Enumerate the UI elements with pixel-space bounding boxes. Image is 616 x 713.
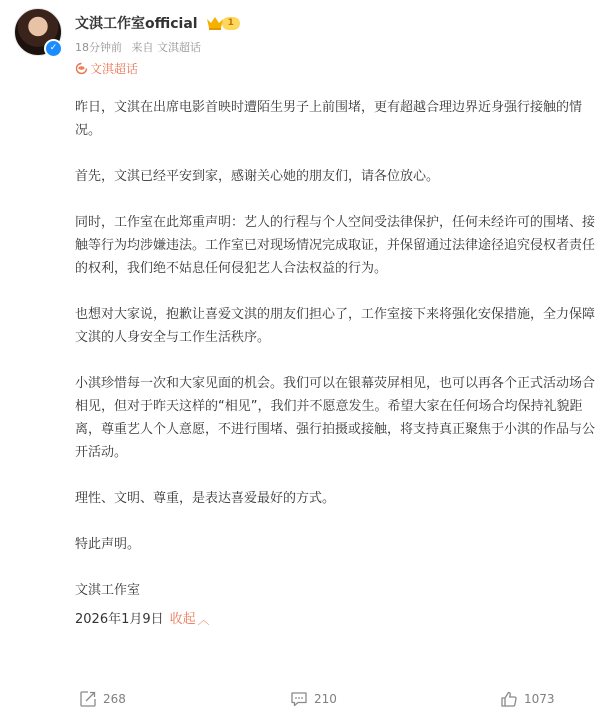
topic-link[interactable] (75, 60, 138, 77)
collapse-label: 收起 (169, 612, 196, 627)
author-name[interactable]: 文淇工作室official (75, 16, 198, 32)
repost-icon (79, 690, 97, 708)
paragraph: 也想对大家说，抱歉让喜爱文淇的朋友们担心了，工作室接下来将强化安保措施，全力保障文淇的人身安全与工作生活秩序。 (75, 307, 596, 345)
topic-label: 文淇超话 (90, 62, 139, 76)
repost-button[interactable] (79, 690, 126, 708)
author-row (75, 13, 240, 33)
like-count: 1073 (524, 692, 555, 706)
comment-button[interactable] (290, 690, 337, 708)
vip-level: 1 (222, 17, 240, 30)
action-bar (0, 690, 616, 713)
post-body (75, 96, 603, 630)
paragraph: 同时，工作室在此郑重声明：艺人的行程与个人空间受法律保护，任何未经许可的围堵、接触等行为均涉嫌违法。工作室已对现场情况完成取证，并保留通过法律途径追究侵权者责任的权利，我们绝不姑息任何侵犯艺人合法权益的行为。 (75, 215, 596, 276)
crown-icon (206, 15, 224, 31)
avatar-container[interactable] (14, 8, 62, 56)
paragraph: 小淇珍惜每一次和大家见面的机会。我们可以在银幕荧屏相见，也可以再各个正式活动场合相见，但对于昨天这样的“相见”，我们并不愿意发生。希望大家在任何场合均保持礼貌距离，尊重艺人个人意愿，不进行围堵、强行拍摄或接触，将支持真正聚焦于小淇的作品与公开活动。 (75, 376, 596, 460)
like-icon (500, 690, 518, 708)
post-date: 2026年1月9日 (75, 612, 164, 627)
paragraph: 特此声明。 (75, 537, 141, 552)
post-time[interactable]: 18分钟前 (75, 41, 122, 54)
topic-icon (75, 62, 88, 75)
collapse-button[interactable] (170, 610, 210, 630)
like-button[interactable] (500, 690, 555, 708)
post-source[interactable]: 来自 文淇超话 (131, 41, 201, 54)
paragraph: 理性、文明、尊重，是表达喜爱最好的方式。 (75, 491, 336, 506)
chevron-up-icon: ︿ (197, 613, 210, 627)
repost-count: 268 (103, 692, 126, 706)
comment-count: 210 (314, 692, 337, 706)
paragraph: 首先，文淇已经平安到家，感谢关心她的朋友们，请各位放心。 (75, 169, 440, 184)
vip-badge[interactable] (206, 15, 240, 31)
post-header (0, 0, 616, 80)
paragraph: 昨日，文淇在出席电影首映时遭陌生男子上前围堵，更有超越合理边界近身强行接触的情况。 (75, 100, 583, 138)
date-row (75, 610, 603, 630)
verified-icon: ✓ (44, 39, 63, 58)
post-meta (75, 39, 207, 55)
comment-icon (290, 690, 308, 708)
signature: 文淇工作室 (75, 583, 141, 598)
